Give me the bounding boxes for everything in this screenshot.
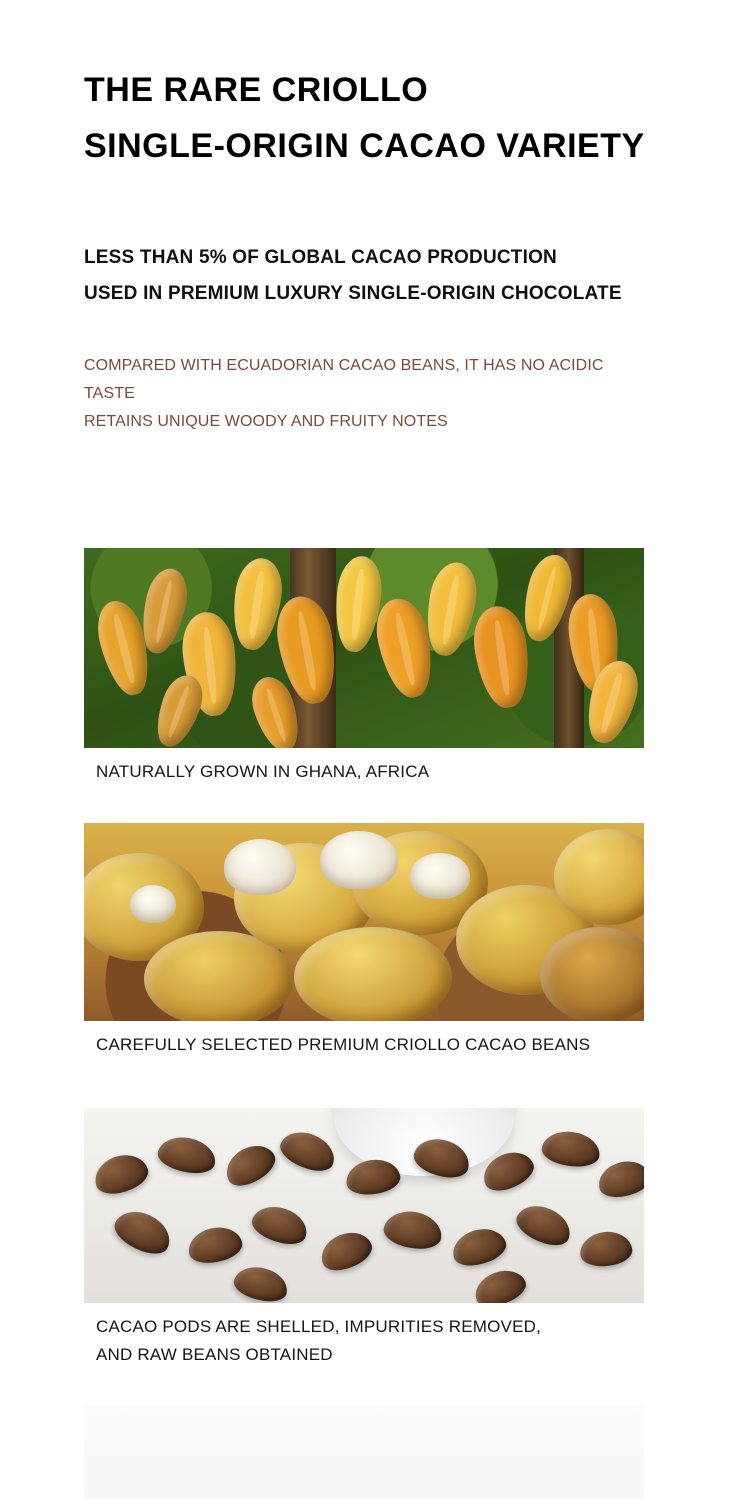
- harvested-open-cacao-pods-photo: [84, 823, 644, 1021]
- page-title: [84, 62, 704, 174]
- dried-raw-cacao-beans-photo: [84, 1108, 644, 1303]
- scene-art-1: [84, 548, 644, 748]
- headline-line-1: THE RARE CRIOLLO: [84, 71, 429, 109]
- content-block-1: [84, 548, 644, 786]
- subheading-line-2: USED IN PREMIUM LUXURY SINGLE-ORIGIN CHOCOLATE: [84, 283, 622, 304]
- subheading: [84, 240, 704, 312]
- block-1-caption: NATURALLY GROWN IN GHANA, AFRICA: [96, 762, 430, 781]
- scene-art-2: [84, 823, 644, 1021]
- block-2-caption: CAREFULLY SELECTED PREMIUM CRIOLLO CACAO BEANS: [96, 1035, 591, 1054]
- description-line-1: COMPARED WITH ECUADORIAN CACAO BEANS, IT HAS NO ACIDIC: [84, 357, 604, 374]
- description-line-2: TASTE: [84, 385, 135, 402]
- scene-art-3: [84, 1108, 644, 1303]
- description-line-3: RETAINS UNIQUE WOODY AND FRUITY NOTES: [84, 413, 448, 430]
- content-block-3: [84, 1108, 644, 1369]
- bottom-spacer: [84, 1405, 644, 1499]
- subheading-line-1: LESS THAN 5% OF GLOBAL CACAO PRODUCTION: [84, 247, 557, 268]
- block-3-caption-line-1: CACAO PODS ARE SHELLED, IMPURITIES REMOVED,: [96, 1317, 542, 1336]
- block-3-caption-line-2: AND RAW BEANS OBTAINED: [96, 1345, 333, 1364]
- headline-line-2: SINGLE-ORIGIN CACAO VARIETY: [84, 127, 645, 165]
- description-text: [84, 352, 664, 436]
- content-block-2: [84, 823, 644, 1059]
- cacao-pods-on-tree-photo: [84, 548, 644, 748]
